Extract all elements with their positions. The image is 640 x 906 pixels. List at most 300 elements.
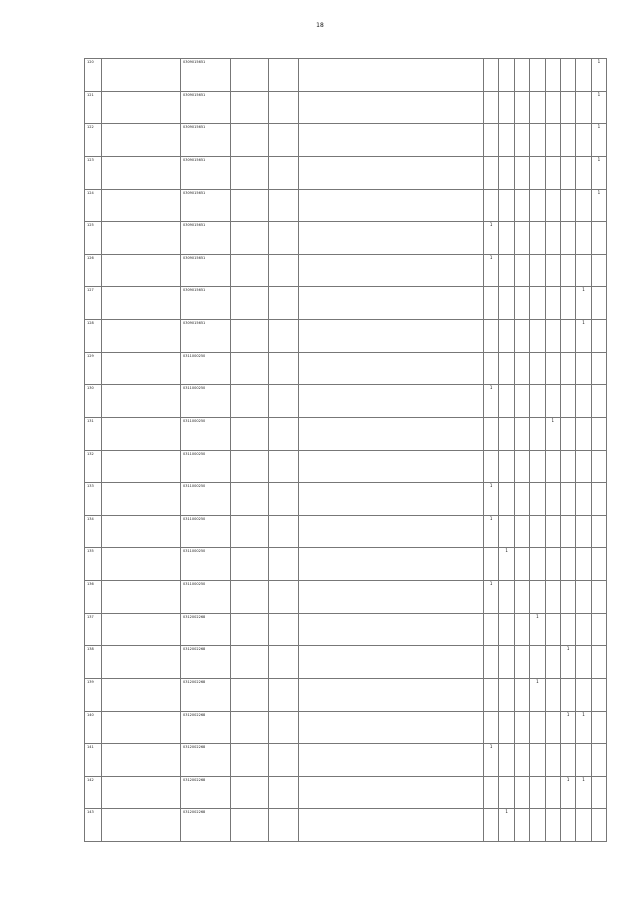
vehicle-count-cell (530, 417, 545, 450)
row-number: 133 (85, 483, 102, 516)
vehicle-count-cell: 1 (576, 711, 591, 744)
vehicle-description (299, 515, 484, 548)
organization-code: 0309015651 (181, 254, 231, 287)
organization-name (102, 515, 181, 548)
vehicle-count-cell: 1 (576, 287, 591, 320)
vehicle-count-cell (484, 548, 499, 581)
vehicle-count-cell (576, 156, 591, 189)
vehicle-count-cell (484, 91, 499, 124)
row-number: 136 (85, 581, 102, 614)
vehicle-count-cell (484, 450, 499, 483)
vehicle-count-cell (591, 417, 606, 450)
table-row (85, 548, 607, 581)
facility-location (231, 744, 269, 777)
table-row (85, 450, 607, 483)
page-number: 18 (316, 22, 324, 29)
vehicle-count-cell (545, 613, 560, 646)
facility-location (231, 515, 269, 548)
vehicle-count-cell (545, 189, 560, 222)
care-type (269, 124, 299, 157)
vehicle-count-cell (560, 809, 575, 842)
vehicle-count-cell (530, 287, 545, 320)
vehicle-count-cell (499, 744, 514, 777)
vehicle-count-cell: 1 (484, 385, 499, 418)
organization-code: 0312002268 (181, 646, 231, 679)
facility-location (231, 548, 269, 581)
vehicle-count-cell (545, 776, 560, 809)
vehicle-count-cell (545, 450, 560, 483)
vehicle-description (299, 678, 484, 711)
vehicle-count-cell (545, 809, 560, 842)
table-row (85, 124, 607, 157)
vehicle-count-cell (514, 646, 529, 679)
table-row (85, 222, 607, 255)
facility-location (231, 59, 269, 92)
vehicle-count-cell (484, 646, 499, 679)
vehicle-description (299, 450, 484, 483)
table-row (85, 711, 607, 744)
organization-name (102, 711, 181, 744)
organization-code: 0311000250 (181, 581, 231, 614)
vehicle-count-cell (576, 646, 591, 679)
vehicle-count-cell (530, 809, 545, 842)
vehicle-count-cell (576, 59, 591, 92)
vehicle-count-cell (591, 809, 606, 842)
vehicle-count-cell (545, 385, 560, 418)
row-number: 130 (85, 385, 102, 418)
vehicle-count-cell (576, 548, 591, 581)
vehicle-count-cell: 1 (484, 222, 499, 255)
organization-code: 0312002268 (181, 744, 231, 777)
vehicle-count-cell (530, 450, 545, 483)
vehicle-count-cell (514, 744, 529, 777)
vehicle-description (299, 776, 484, 809)
vehicle-count-cell (514, 483, 529, 516)
facility-location (231, 320, 269, 353)
vehicle-count-cell (499, 287, 514, 320)
vehicle-count-cell (545, 222, 560, 255)
vehicle-description (299, 417, 484, 450)
vehicle-count-cell: 1 (591, 156, 606, 189)
vehicle-count-cell (484, 678, 499, 711)
organization-name (102, 59, 181, 92)
vehicle-count-cell (576, 222, 591, 255)
vehicle-count-cell (514, 678, 529, 711)
vehicle-count-cell (530, 156, 545, 189)
vehicle-count-cell (499, 189, 514, 222)
vehicle-count-cell (560, 287, 575, 320)
table-row (85, 352, 607, 385)
vehicle-count-cell (530, 124, 545, 157)
table-row (85, 776, 607, 809)
row-number: 140 (85, 711, 102, 744)
vehicle-count-cell (545, 548, 560, 581)
row-number: 125 (85, 222, 102, 255)
vehicle-count-cell (499, 254, 514, 287)
vehicle-count-cell (484, 189, 499, 222)
row-number: 134 (85, 515, 102, 548)
vehicle-count-cell (591, 352, 606, 385)
vehicle-count-cell (576, 352, 591, 385)
care-type (269, 91, 299, 124)
vehicle-count-cell (514, 352, 529, 385)
vehicle-count-cell (560, 254, 575, 287)
organization-name (102, 254, 181, 287)
organization-name (102, 352, 181, 385)
organization-name (102, 483, 181, 516)
vehicle-count-cell (545, 287, 560, 320)
facility-table (84, 58, 607, 842)
vehicle-count-cell: 1 (591, 124, 606, 157)
facility-location (231, 646, 269, 679)
vehicle-count-cell (591, 254, 606, 287)
vehicle-count-cell: 1 (591, 189, 606, 222)
vehicle-count-cell (514, 91, 529, 124)
organization-name (102, 124, 181, 157)
vehicle-count-cell (545, 646, 560, 679)
vehicle-description (299, 809, 484, 842)
vehicle-count-cell: 1 (484, 483, 499, 516)
facility-location (231, 581, 269, 614)
vehicle-count-cell (484, 711, 499, 744)
care-type (269, 156, 299, 189)
organization-name (102, 776, 181, 809)
care-type (269, 646, 299, 679)
vehicle-count-cell (560, 613, 575, 646)
table-row (85, 59, 607, 92)
vehicle-description (299, 59, 484, 92)
vehicle-count-cell (484, 352, 499, 385)
vehicle-count-cell: 1 (484, 581, 499, 614)
vehicle-count-cell (576, 581, 591, 614)
vehicle-count-cell (545, 156, 560, 189)
vehicle-count-cell (576, 124, 591, 157)
organization-code: 0312002268 (181, 776, 231, 809)
vehicle-count-cell (576, 189, 591, 222)
vehicle-count-cell (545, 59, 560, 92)
vehicle-count-cell (545, 91, 560, 124)
vehicle-count-cell: 1 (591, 91, 606, 124)
table-row (85, 581, 607, 614)
organization-name (102, 417, 181, 450)
row-number: 132 (85, 450, 102, 483)
facility-location (231, 385, 269, 418)
table-row (85, 417, 607, 450)
vehicle-count-cell (514, 581, 529, 614)
vehicle-count-cell (514, 59, 529, 92)
organization-name (102, 548, 181, 581)
vehicle-count-cell: 1 (530, 613, 545, 646)
vehicle-count-cell (545, 352, 560, 385)
vehicle-count-cell (530, 581, 545, 614)
row-number: 142 (85, 776, 102, 809)
vehicle-count-cell: 1 (560, 776, 575, 809)
organization-code: 0311000250 (181, 417, 231, 450)
vehicle-count-cell (530, 189, 545, 222)
vehicle-count-cell (484, 417, 499, 450)
row-number: 135 (85, 548, 102, 581)
table-row (85, 646, 607, 679)
organization-code: 0311000250 (181, 352, 231, 385)
organization-code: 0309015651 (181, 287, 231, 320)
vehicle-description (299, 287, 484, 320)
organization-name (102, 189, 181, 222)
vehicle-description (299, 254, 484, 287)
vehicle-count-cell (484, 320, 499, 353)
table-row (85, 385, 607, 418)
vehicle-count-cell (545, 678, 560, 711)
care-type (269, 254, 299, 287)
vehicle-count-cell (591, 287, 606, 320)
vehicle-count-cell (591, 581, 606, 614)
care-type (269, 417, 299, 450)
row-number: 131 (85, 417, 102, 450)
vehicle-count-cell: 1 (499, 809, 514, 842)
table-row (85, 515, 607, 548)
vehicle-description (299, 581, 484, 614)
care-type (269, 385, 299, 418)
vehicle-count-cell (545, 515, 560, 548)
vehicle-count-cell (484, 156, 499, 189)
organization-name (102, 646, 181, 679)
care-type (269, 287, 299, 320)
vehicle-count-cell (499, 646, 514, 679)
row-number: 141 (85, 744, 102, 777)
facility-location (231, 189, 269, 222)
vehicle-count-cell (560, 352, 575, 385)
vehicle-count-cell (514, 385, 529, 418)
vehicle-count-cell (560, 678, 575, 711)
vehicle-count-cell (514, 124, 529, 157)
care-type (269, 320, 299, 353)
table-row (85, 613, 607, 646)
vehicle-count-cell: 1 (530, 678, 545, 711)
organization-code: 0309015651 (181, 156, 231, 189)
table-row (85, 809, 607, 842)
vehicle-count-cell: 1 (560, 646, 575, 679)
vehicle-count-cell (530, 548, 545, 581)
vehicle-count-cell (560, 450, 575, 483)
vehicle-count-cell (545, 744, 560, 777)
care-type (269, 809, 299, 842)
organization-name (102, 450, 181, 483)
vehicle-count-cell (545, 254, 560, 287)
facility-location (231, 124, 269, 157)
vehicle-count-cell (530, 711, 545, 744)
vehicle-count-cell (576, 515, 591, 548)
vehicle-count-cell (499, 450, 514, 483)
care-type (269, 189, 299, 222)
vehicle-count-cell (560, 548, 575, 581)
organization-code: 0309015651 (181, 189, 231, 222)
table-body (85, 59, 607, 842)
table-row (85, 156, 607, 189)
vehicle-count-cell (591, 613, 606, 646)
vehicle-count-cell (560, 156, 575, 189)
organization-code: 0309015651 (181, 320, 231, 353)
table-row (85, 483, 607, 516)
vehicle-count-cell (530, 515, 545, 548)
vehicle-count-cell (545, 711, 560, 744)
vehicle-count-cell (576, 417, 591, 450)
vehicle-count-cell (576, 744, 591, 777)
vehicle-count-cell: 1 (560, 711, 575, 744)
organization-code: 0309015651 (181, 91, 231, 124)
vehicle-count-cell (499, 59, 514, 92)
care-type (269, 222, 299, 255)
organization-code: 0309015651 (181, 124, 231, 157)
vehicle-count-cell (514, 156, 529, 189)
vehicle-count-cell (499, 352, 514, 385)
vehicle-count-cell: 1 (545, 417, 560, 450)
vehicle-count-cell (591, 678, 606, 711)
table-row (85, 254, 607, 287)
vehicle-description (299, 613, 484, 646)
vehicle-count-cell (530, 483, 545, 516)
facility-location (231, 91, 269, 124)
table-row (85, 744, 607, 777)
organization-code: 0312002268 (181, 809, 231, 842)
vehicle-count-cell (560, 744, 575, 777)
organization-name (102, 222, 181, 255)
facility-location (231, 450, 269, 483)
facility-location (231, 156, 269, 189)
vehicle-count-cell (530, 91, 545, 124)
vehicle-count-cell (591, 515, 606, 548)
organization-name (102, 613, 181, 646)
organization-name (102, 581, 181, 614)
vehicle-count-cell (530, 254, 545, 287)
row-number: 128 (85, 320, 102, 353)
vehicle-count-cell (591, 222, 606, 255)
row-number: 124 (85, 189, 102, 222)
vehicle-count-cell (560, 222, 575, 255)
vehicle-description (299, 91, 484, 124)
vehicle-count-cell (560, 483, 575, 516)
vehicle-count-cell: 1 (484, 744, 499, 777)
organization-name (102, 320, 181, 353)
vehicle-count-cell (530, 744, 545, 777)
care-type (269, 352, 299, 385)
vehicle-count-cell (514, 254, 529, 287)
vehicle-description (299, 483, 484, 516)
vehicle-count-cell (576, 91, 591, 124)
vehicle-count-cell (560, 59, 575, 92)
vehicle-count-cell (545, 320, 560, 353)
facility-location (231, 352, 269, 385)
organization-name (102, 385, 181, 418)
vehicle-count-cell (514, 809, 529, 842)
vehicle-count-cell (576, 450, 591, 483)
vehicle-count-cell (499, 91, 514, 124)
facility-location (231, 776, 269, 809)
row-number: 122 (85, 124, 102, 157)
vehicle-description (299, 189, 484, 222)
care-type (269, 515, 299, 548)
vehicle-count-cell (484, 124, 499, 157)
care-type (269, 483, 299, 516)
vehicle-count-cell (514, 417, 529, 450)
vehicle-count-cell: 1 (576, 320, 591, 353)
vehicle-count-cell (560, 124, 575, 157)
vehicle-count-cell (591, 711, 606, 744)
organization-code: 0312002268 (181, 711, 231, 744)
care-type (269, 711, 299, 744)
care-type (269, 548, 299, 581)
row-number: 139 (85, 678, 102, 711)
vehicle-count-cell (499, 776, 514, 809)
vehicle-count-cell (545, 124, 560, 157)
vehicle-count-cell (499, 385, 514, 418)
vehicle-count-cell (560, 385, 575, 418)
vehicle-count-cell (591, 385, 606, 418)
organization-code: 0311000250 (181, 515, 231, 548)
row-number: 138 (85, 646, 102, 679)
vehicle-description (299, 352, 484, 385)
row-number: 137 (85, 613, 102, 646)
care-type (269, 744, 299, 777)
vehicle-count-cell (514, 711, 529, 744)
vehicle-description (299, 156, 484, 189)
organization-name (102, 156, 181, 189)
vehicle-count-cell (499, 156, 514, 189)
organization-name (102, 287, 181, 320)
vehicle-count-cell (560, 581, 575, 614)
vehicle-count-cell (591, 776, 606, 809)
organization-code: 0311000250 (181, 548, 231, 581)
vehicle-count-cell (591, 548, 606, 581)
table-row (85, 678, 607, 711)
organization-code: 0312002268 (181, 678, 231, 711)
vehicle-description (299, 222, 484, 255)
vehicle-count-cell (560, 417, 575, 450)
vehicle-count-cell (499, 515, 514, 548)
vehicle-count-cell (484, 809, 499, 842)
vehicle-count-cell (499, 222, 514, 255)
vehicle-description (299, 320, 484, 353)
vehicle-count-cell (484, 59, 499, 92)
vehicle-count-cell (560, 515, 575, 548)
organization-code: 0312002268 (181, 613, 231, 646)
row-number: 127 (85, 287, 102, 320)
vehicle-count-cell (545, 483, 560, 516)
vehicle-count-cell (514, 189, 529, 222)
vehicle-description (299, 124, 484, 157)
row-number: 126 (85, 254, 102, 287)
vehicle-count-cell (514, 320, 529, 353)
row-number: 143 (85, 809, 102, 842)
vehicle-count-cell (591, 646, 606, 679)
organization-code: 0311000250 (181, 483, 231, 516)
vehicle-count-cell (514, 776, 529, 809)
facility-location (231, 613, 269, 646)
care-type (269, 450, 299, 483)
table-row (85, 189, 607, 222)
vehicle-count-cell (514, 450, 529, 483)
vehicle-count-cell (530, 222, 545, 255)
organization-name (102, 744, 181, 777)
organization-name (102, 809, 181, 842)
vehicle-count-cell (576, 483, 591, 516)
vehicle-count-cell (530, 352, 545, 385)
vehicle-count-cell (484, 613, 499, 646)
vehicle-count-cell (576, 809, 591, 842)
vehicle-count-cell (576, 254, 591, 287)
vehicle-count-cell (484, 776, 499, 809)
facility-location (231, 483, 269, 516)
vehicle-count-cell (514, 515, 529, 548)
care-type (269, 581, 299, 614)
